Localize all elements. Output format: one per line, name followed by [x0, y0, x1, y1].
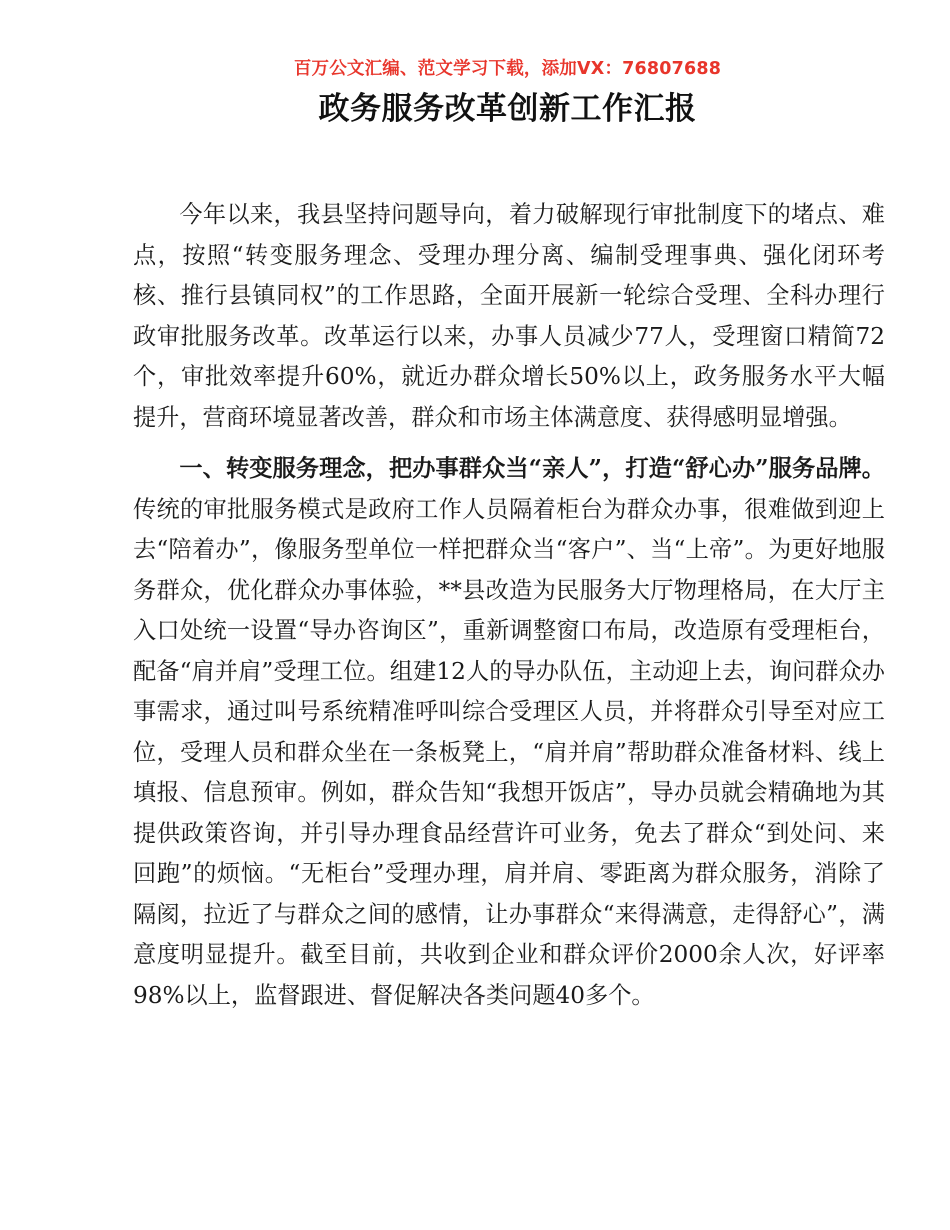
document-title: 政务服务改革创新工作汇报	[318, 91, 697, 127]
section-one-text: 传统的审批服务模式是政府工作人员隔着柜台为群众办事，很难做到迎上去“陪着办”，像服务型单位一样把群众当“客户”、当“上帝”。为更好地服务群众，优化群众办事体验，**县改造为民服务大厅物理格局，在大厅主入口处统一设置“导办咨询区”，重新调整窗口布局，改造原有受理柜台，配备“肩并肩”受理工位。组建12人的导办队伍，主动迎上去，询问群众办事需求，通过叫号系统精准呼叫综合受理区人员，并将群众引导至对应工位，受理人员和群众坐在一条板凳上，“肩并肩”帮助群众准备材料、线上填报、信息预审。例如，群众告知“我想开饭店”，导办员就会精确地为其提供政策咨询，并引导办理食品经营许可业务，免去了群众“到处问、来回跑”的烦恼。“无柜台”受理办理，肩并肩、零距离为群众服务，消除了隔阂，拉近了与群众之间的感情，让办事群众“来得满意，走得舒心”，满意度明显提升。截至目前，共收到企业和群众评价2000余人次，好评率98%以上，监督跟进、督促解决各类问题40多个。	[133, 495, 885, 1009]
document-body	[133, 195, 885, 1016]
section-one-heading: 一、转变服务理念，把办事群众当“亲人”，打造“舒心办”服务品牌。	[179, 455, 885, 482]
intro-text: 今年以来，我县坚持问题导向，着力破解现行审批制度下的堵点、难点，按照“转变服务理念、受理办理分离、编制受理事典、强化闭环考核、推行县镇同权”的工作思路，全面开展新一轮综合受理、全科办理行政审批服务改革。改革运行以来，办事人员减少77人，受理窗口精简72个，审批效率提升60%，就近办群众增长50%以上，政务服务水平大幅提升，营商环境显著改善，群众和市场主体满意度、获得感明显增强。	[133, 201, 885, 431]
intro-paragraph	[133, 195, 885, 438]
watermark-banner: 百万公文汇编、范文学习下载，添加VX：76807688	[293, 59, 722, 79]
section-one-paragraph	[133, 449, 885, 1016]
